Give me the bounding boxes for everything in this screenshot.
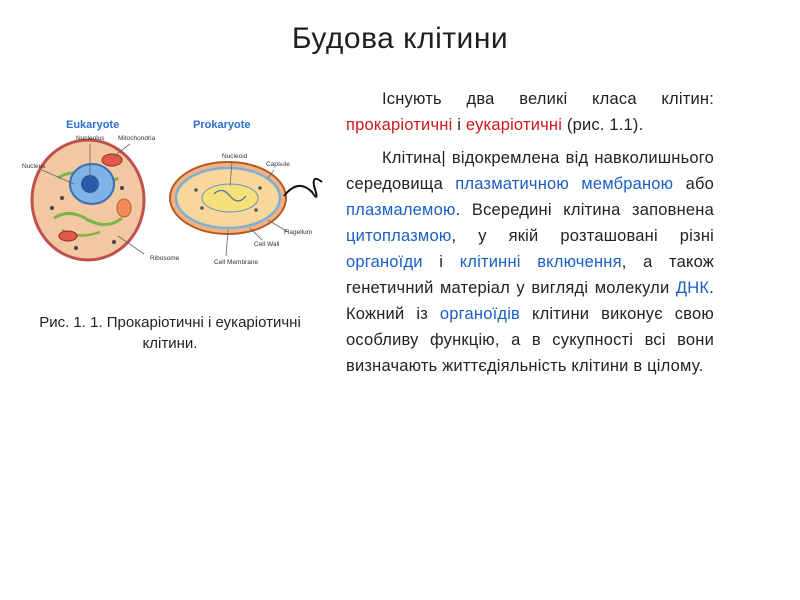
nucleoid-shape — [202, 184, 258, 212]
text-span: , а також генетичний матеріал у вигляді молекули — [346, 253, 714, 297]
paragraph-1 — [346, 86, 714, 138]
label-capsule: Capsule — [266, 161, 290, 168]
text-span: і — [452, 116, 466, 134]
text-span: . Всередині клітина заповнена — [455, 201, 714, 219]
text-span: . Кожний із — [346, 279, 714, 323]
text-span: (рис. 1.1). — [562, 116, 644, 134]
label-nucleus: Nucleus — [22, 163, 46, 170]
figure-caption: Рис. 1. 1. Прокаріотичні і еукаріотичні клітини. — [39, 314, 301, 352]
text-span: , у якій розташовані різні — [451, 227, 714, 245]
term-organelles-gen: органоїдів — [439, 305, 521, 323]
eukaryote-heading: Eukaryote — [66, 119, 120, 131]
term-plasma-membrane: плазматичною мембраною — [455, 175, 674, 193]
term-dna: ДНК — [675, 279, 710, 297]
term-cell-inclusions: клітинні включення — [459, 253, 622, 271]
text-span: клітини виконує свою особливу функцію, а в сукупності всі вони визначають життєдіяльність клітини в цілому. — [346, 305, 714, 375]
label-cell-membrane: Cell Membrane — [214, 259, 259, 266]
label-mitochondria: Mitochondria — [118, 135, 156, 142]
text-span: або — [673, 175, 714, 193]
text-span: Клітина| відокремлена від навколишнього середовища — [346, 149, 714, 193]
text-span: Існують два великі класа клітин: — [382, 90, 714, 108]
body-text — [346, 86, 714, 386]
prokaryote-cell — [170, 162, 322, 234]
prokaryote-heading: Prokaryote — [193, 119, 251, 131]
text-span: і — [422, 253, 460, 271]
term-eukaryotic: еукаріотичні — [465, 116, 563, 134]
cell-diagram — [18, 108, 330, 278]
mitochondrion-shape — [102, 154, 122, 166]
slide-title: Будова клітини — [291, 22, 509, 55]
term-organelles: органоїди — [346, 253, 423, 271]
paragraph-2 — [346, 145, 714, 379]
term-prokaryotic: прокаріотичні — [346, 116, 453, 134]
flagellum-shape — [284, 179, 322, 197]
label-nucleoid: Nucleoid — [222, 153, 248, 160]
term-cytoplasm: цитоплазмою — [346, 227, 452, 245]
label-cell-wall: Cell Wall — [254, 241, 280, 248]
label-ribosome: Ribosome — [150, 255, 180, 262]
label-flagellum: Flagellum — [284, 229, 313, 236]
label-nucleolus: Nucleolus — [76, 135, 105, 142]
term-plasmalemma: плазмалемою — [346, 201, 456, 219]
